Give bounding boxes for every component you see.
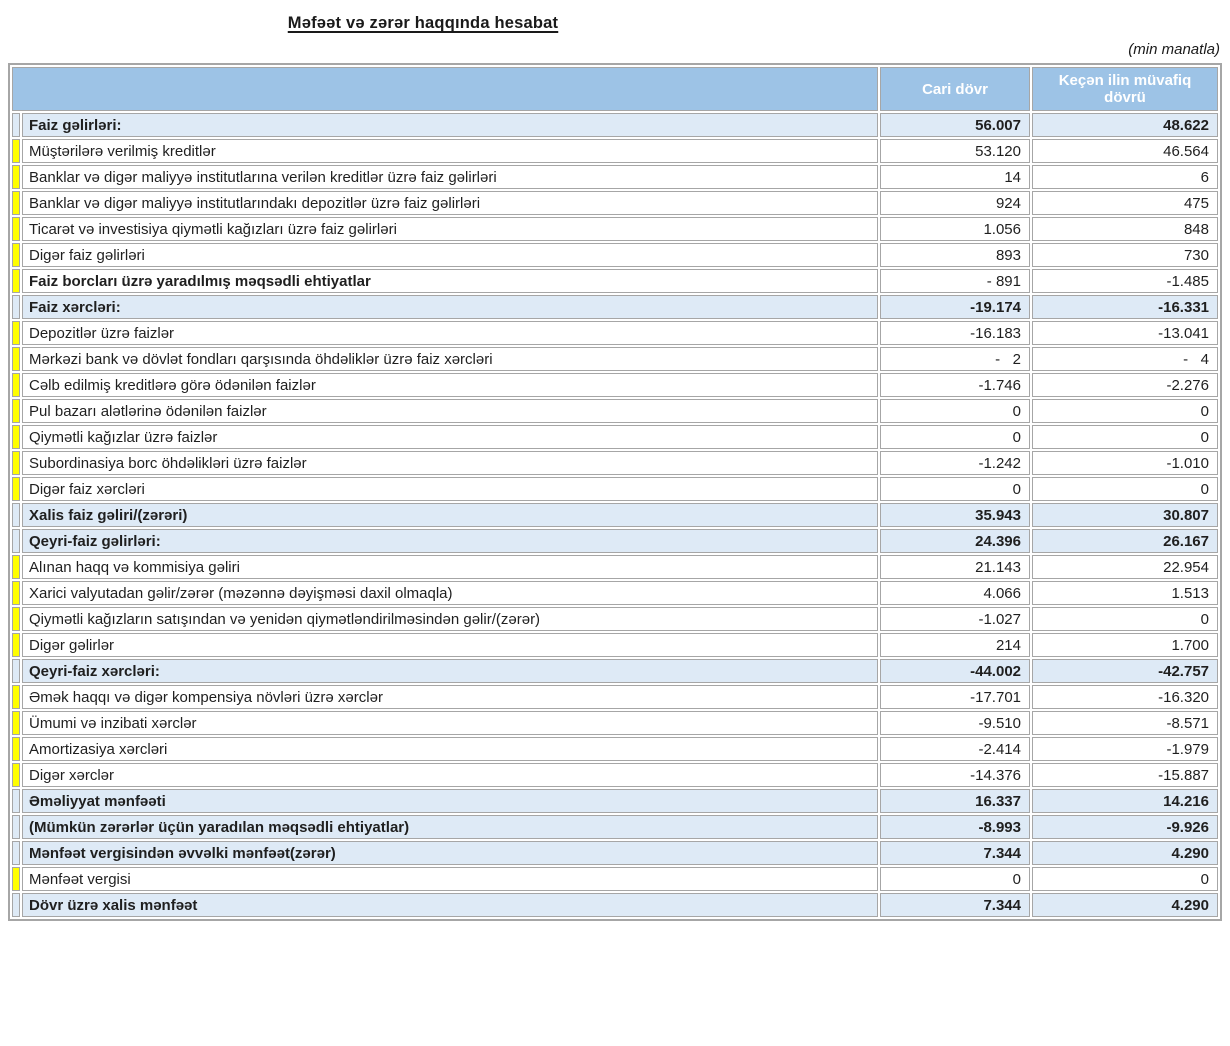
table-row: [12, 503, 1218, 527]
row-label: Xarici valyutadan gəlir/zərər (məzənnə dəyişməsi daxil olmaqla): [22, 581, 878, 605]
table-row: [12, 685, 1218, 709]
row-marker: [12, 113, 20, 137]
row-current-value: -1.027: [880, 607, 1030, 631]
row-marker: [12, 789, 20, 813]
row-previous-value: 6: [1032, 165, 1218, 189]
row-marker-yellow: [12, 191, 20, 215]
row-label: Amortizasiya xərcləri: [22, 737, 878, 761]
row-label: (Mümkün zərərlər üçün yaradılan məqsədli ehtiyatlar): [22, 815, 878, 839]
table-row: [12, 165, 1218, 189]
row-previous-value: 848: [1032, 217, 1218, 241]
row-current-value: - 2: [880, 347, 1030, 371]
row-label: Pul bazarı alətlərinə ödənilən faizlər: [22, 399, 878, 423]
row-label: Qeyri-faiz gəlirləri:: [22, 529, 878, 553]
row-label: Digər gəlirlər: [22, 633, 878, 657]
table-row: [12, 711, 1218, 735]
table-row: [12, 893, 1218, 917]
table-row: [12, 529, 1218, 553]
row-marker-yellow: [12, 165, 20, 189]
row-previous-value: -8.571: [1032, 711, 1218, 735]
row-label: Mərkəzi bank və dövlət fondları qarşısında öhdəliklər üzrə faiz xərcləri: [22, 347, 878, 371]
row-current-value: 53.120: [880, 139, 1030, 163]
row-marker-yellow: [12, 477, 20, 501]
row-previous-value: -1.485: [1032, 269, 1218, 293]
row-marker-yellow: [12, 269, 20, 293]
row-previous-value: -9.926: [1032, 815, 1218, 839]
row-marker-yellow: [12, 685, 20, 709]
table-body: [12, 113, 1218, 917]
table-row: [12, 113, 1218, 137]
unit-note: (min manatla): [1128, 41, 1220, 58]
row-current-value: 0: [880, 477, 1030, 501]
row-current-value: -44.002: [880, 659, 1030, 683]
row-current-value: 35.943: [880, 503, 1030, 527]
row-current-value: 0: [880, 425, 1030, 449]
row-previous-value: -1.010: [1032, 451, 1218, 475]
row-marker: [12, 659, 20, 683]
row-current-value: 56.007: [880, 113, 1030, 137]
row-current-value: 214: [880, 633, 1030, 657]
table-row: [12, 243, 1218, 267]
row-marker-yellow: [12, 399, 20, 423]
row-previous-value: 4.290: [1032, 841, 1218, 865]
row-label: Depozitlər üzrə faizlər: [22, 321, 878, 345]
row-marker-yellow: [12, 139, 20, 163]
row-current-value: -19.174: [880, 295, 1030, 319]
row-previous-value: 48.622: [1032, 113, 1218, 137]
row-label: Subordinasiya borc öhdəlikləri üzrə faizlər: [22, 451, 878, 475]
row-previous-value: 4.290: [1032, 893, 1218, 917]
row-previous-value: -16.320: [1032, 685, 1218, 709]
table-row: [12, 477, 1218, 501]
row-previous-value: - 4: [1032, 347, 1218, 371]
table-header: [12, 67, 1218, 111]
row-previous-value: 46.564: [1032, 139, 1218, 163]
row-label: Mənfəət vergisi: [22, 867, 878, 891]
header-row: [12, 67, 1218, 111]
row-current-value: -1.242: [880, 451, 1030, 475]
row-current-value: 24.396: [880, 529, 1030, 553]
report-title: Məfəət və zərər haqqında hesabat: [287, 14, 559, 32]
row-previous-value: 1.700: [1032, 633, 1218, 657]
row-marker-yellow: [12, 347, 20, 371]
row-previous-value: 0: [1032, 477, 1218, 501]
header-cell-previous-period: Keçən ilin müvafiq dövrü: [1032, 67, 1218, 111]
row-current-value: 14: [880, 165, 1030, 189]
row-label: Qeyri-faiz xərcləri:: [22, 659, 878, 683]
row-marker: [12, 295, 20, 319]
header-cell-current-period: Cari dövr: [880, 67, 1030, 111]
row-label: Faiz borcları üzrə yaradılmış məqsədli ehtiyatlar: [22, 269, 878, 293]
row-label: Faiz gəlirləri:: [22, 113, 878, 137]
table-row: [12, 581, 1218, 605]
row-label: Qiymətli kağızlar üzrə faizlər: [22, 425, 878, 449]
row-marker: [12, 815, 20, 839]
table-row: [12, 451, 1218, 475]
row-marker-yellow: [12, 737, 20, 761]
table-row: [12, 347, 1218, 371]
row-current-value: 7.344: [880, 841, 1030, 865]
table-row: [12, 295, 1218, 319]
row-current-value: 893: [880, 243, 1030, 267]
row-marker-yellow: [12, 555, 20, 579]
row-label: Banklar və digər maliyyə institutlarındakı depozitlər üzrə faiz gəlirləri: [22, 191, 878, 215]
table-row: [12, 867, 1218, 891]
row-previous-value: 14.216: [1032, 789, 1218, 813]
row-current-value: -9.510: [880, 711, 1030, 735]
row-label: Digər faiz xərcləri: [22, 477, 878, 501]
table-row: [12, 763, 1218, 787]
row-previous-value: 0: [1032, 425, 1218, 449]
row-previous-value: 475: [1032, 191, 1218, 215]
row-marker-yellow: [12, 711, 20, 735]
header-cell-label: [12, 67, 878, 111]
row-current-value: 924: [880, 191, 1030, 215]
row-label: Müştərilərə verilmiş kreditlər: [22, 139, 878, 163]
row-previous-value: 22.954: [1032, 555, 1218, 579]
row-label: Əməliyyat mənfəəti: [22, 789, 878, 813]
table-row: [12, 737, 1218, 761]
row-label: Cəlb edilmiş kreditlərə görə ödənilən faizlər: [22, 373, 878, 397]
row-label: Xalis faiz gəliri/(zərəri): [22, 503, 878, 527]
row-marker-yellow: [12, 581, 20, 605]
row-marker: [12, 503, 20, 527]
row-current-value: -1.746: [880, 373, 1030, 397]
row-marker-yellow: [12, 607, 20, 631]
row-previous-value: -13.041: [1032, 321, 1218, 345]
row-label: Mənfəət vergisindən əvvəlki mənfəət(zərər): [22, 841, 878, 865]
row-marker-yellow: [12, 243, 20, 267]
row-label: Qiymətli kağızların satışından və yenidən qiymətləndirilməsindən gəlir/(zərər): [22, 607, 878, 631]
profit-loss-table: [8, 63, 1222, 921]
row-label: Faiz xərcləri:: [22, 295, 878, 319]
table-row: [12, 789, 1218, 813]
row-marker-yellow: [12, 451, 20, 475]
table-row: [12, 607, 1218, 631]
row-previous-value: 0: [1032, 867, 1218, 891]
table-row: [12, 633, 1218, 657]
row-label: Dövr üzrə xalis mənfəət: [22, 893, 878, 917]
row-label: Banklar və digər maliyyə institutlarına verilən kreditlər üzrə faiz gəlirləri: [22, 165, 878, 189]
row-previous-value: -16.331: [1032, 295, 1218, 319]
table-row: [12, 399, 1218, 423]
row-current-value: -14.376: [880, 763, 1030, 787]
row-previous-value: 730: [1032, 243, 1218, 267]
row-previous-value: 26.167: [1032, 529, 1218, 553]
row-current-value: 1.056: [880, 217, 1030, 241]
table-row: [12, 217, 1218, 241]
row-marker-yellow: [12, 763, 20, 787]
row-previous-value: -2.276: [1032, 373, 1218, 397]
table-row: [12, 269, 1218, 293]
row-label: Alınan haqq və kommisiya gəliri: [22, 555, 878, 579]
row-previous-value: 1.513: [1032, 581, 1218, 605]
row-marker-yellow: [12, 425, 20, 449]
row-label: Ticarət və investisiya qiymətli kağızları üzrə faiz gəlirləri: [22, 217, 878, 241]
row-marker-yellow: [12, 867, 20, 891]
row-current-value: -16.183: [880, 321, 1030, 345]
row-previous-value: -15.887: [1032, 763, 1218, 787]
row-previous-value: -1.979: [1032, 737, 1218, 761]
row-current-value: -2.414: [880, 737, 1030, 761]
row-marker-yellow: [12, 373, 20, 397]
row-current-value: - 891: [880, 269, 1030, 293]
row-marker-yellow: [12, 633, 20, 657]
row-label: Əmək haqqı və digər kompensiya növləri üzrə xərclər: [22, 685, 878, 709]
table-row: [12, 555, 1218, 579]
row-current-value: 0: [880, 399, 1030, 423]
row-current-value: 16.337: [880, 789, 1030, 813]
row-label: Digər faiz gəlirləri: [22, 243, 878, 267]
row-previous-value: 0: [1032, 607, 1218, 631]
row-marker-yellow: [12, 217, 20, 241]
table-row: [12, 191, 1218, 215]
row-current-value: -8.993: [880, 815, 1030, 839]
row-marker: [12, 893, 20, 917]
row-previous-value: 0: [1032, 399, 1218, 423]
table-row: [12, 841, 1218, 865]
row-current-value: 4.066: [880, 581, 1030, 605]
row-current-value: 0: [880, 867, 1030, 891]
row-label: Digər xərclər: [22, 763, 878, 787]
table-row: [12, 425, 1218, 449]
row-previous-value: -42.757: [1032, 659, 1218, 683]
table-row: [12, 815, 1218, 839]
table-row: [12, 659, 1218, 683]
table-row: [12, 321, 1218, 345]
row-current-value: 7.344: [880, 893, 1030, 917]
row-marker-yellow: [12, 321, 20, 345]
row-current-value: -17.701: [880, 685, 1030, 709]
row-previous-value: 30.807: [1032, 503, 1218, 527]
row-marker: [12, 529, 20, 553]
row-current-value: 21.143: [880, 555, 1030, 579]
table-row: [12, 139, 1218, 163]
table-row: [12, 373, 1218, 397]
title-container: [8, 14, 838, 33]
row-label: Ümumi və inzibati xərclər: [22, 711, 878, 735]
row-marker: [12, 841, 20, 865]
